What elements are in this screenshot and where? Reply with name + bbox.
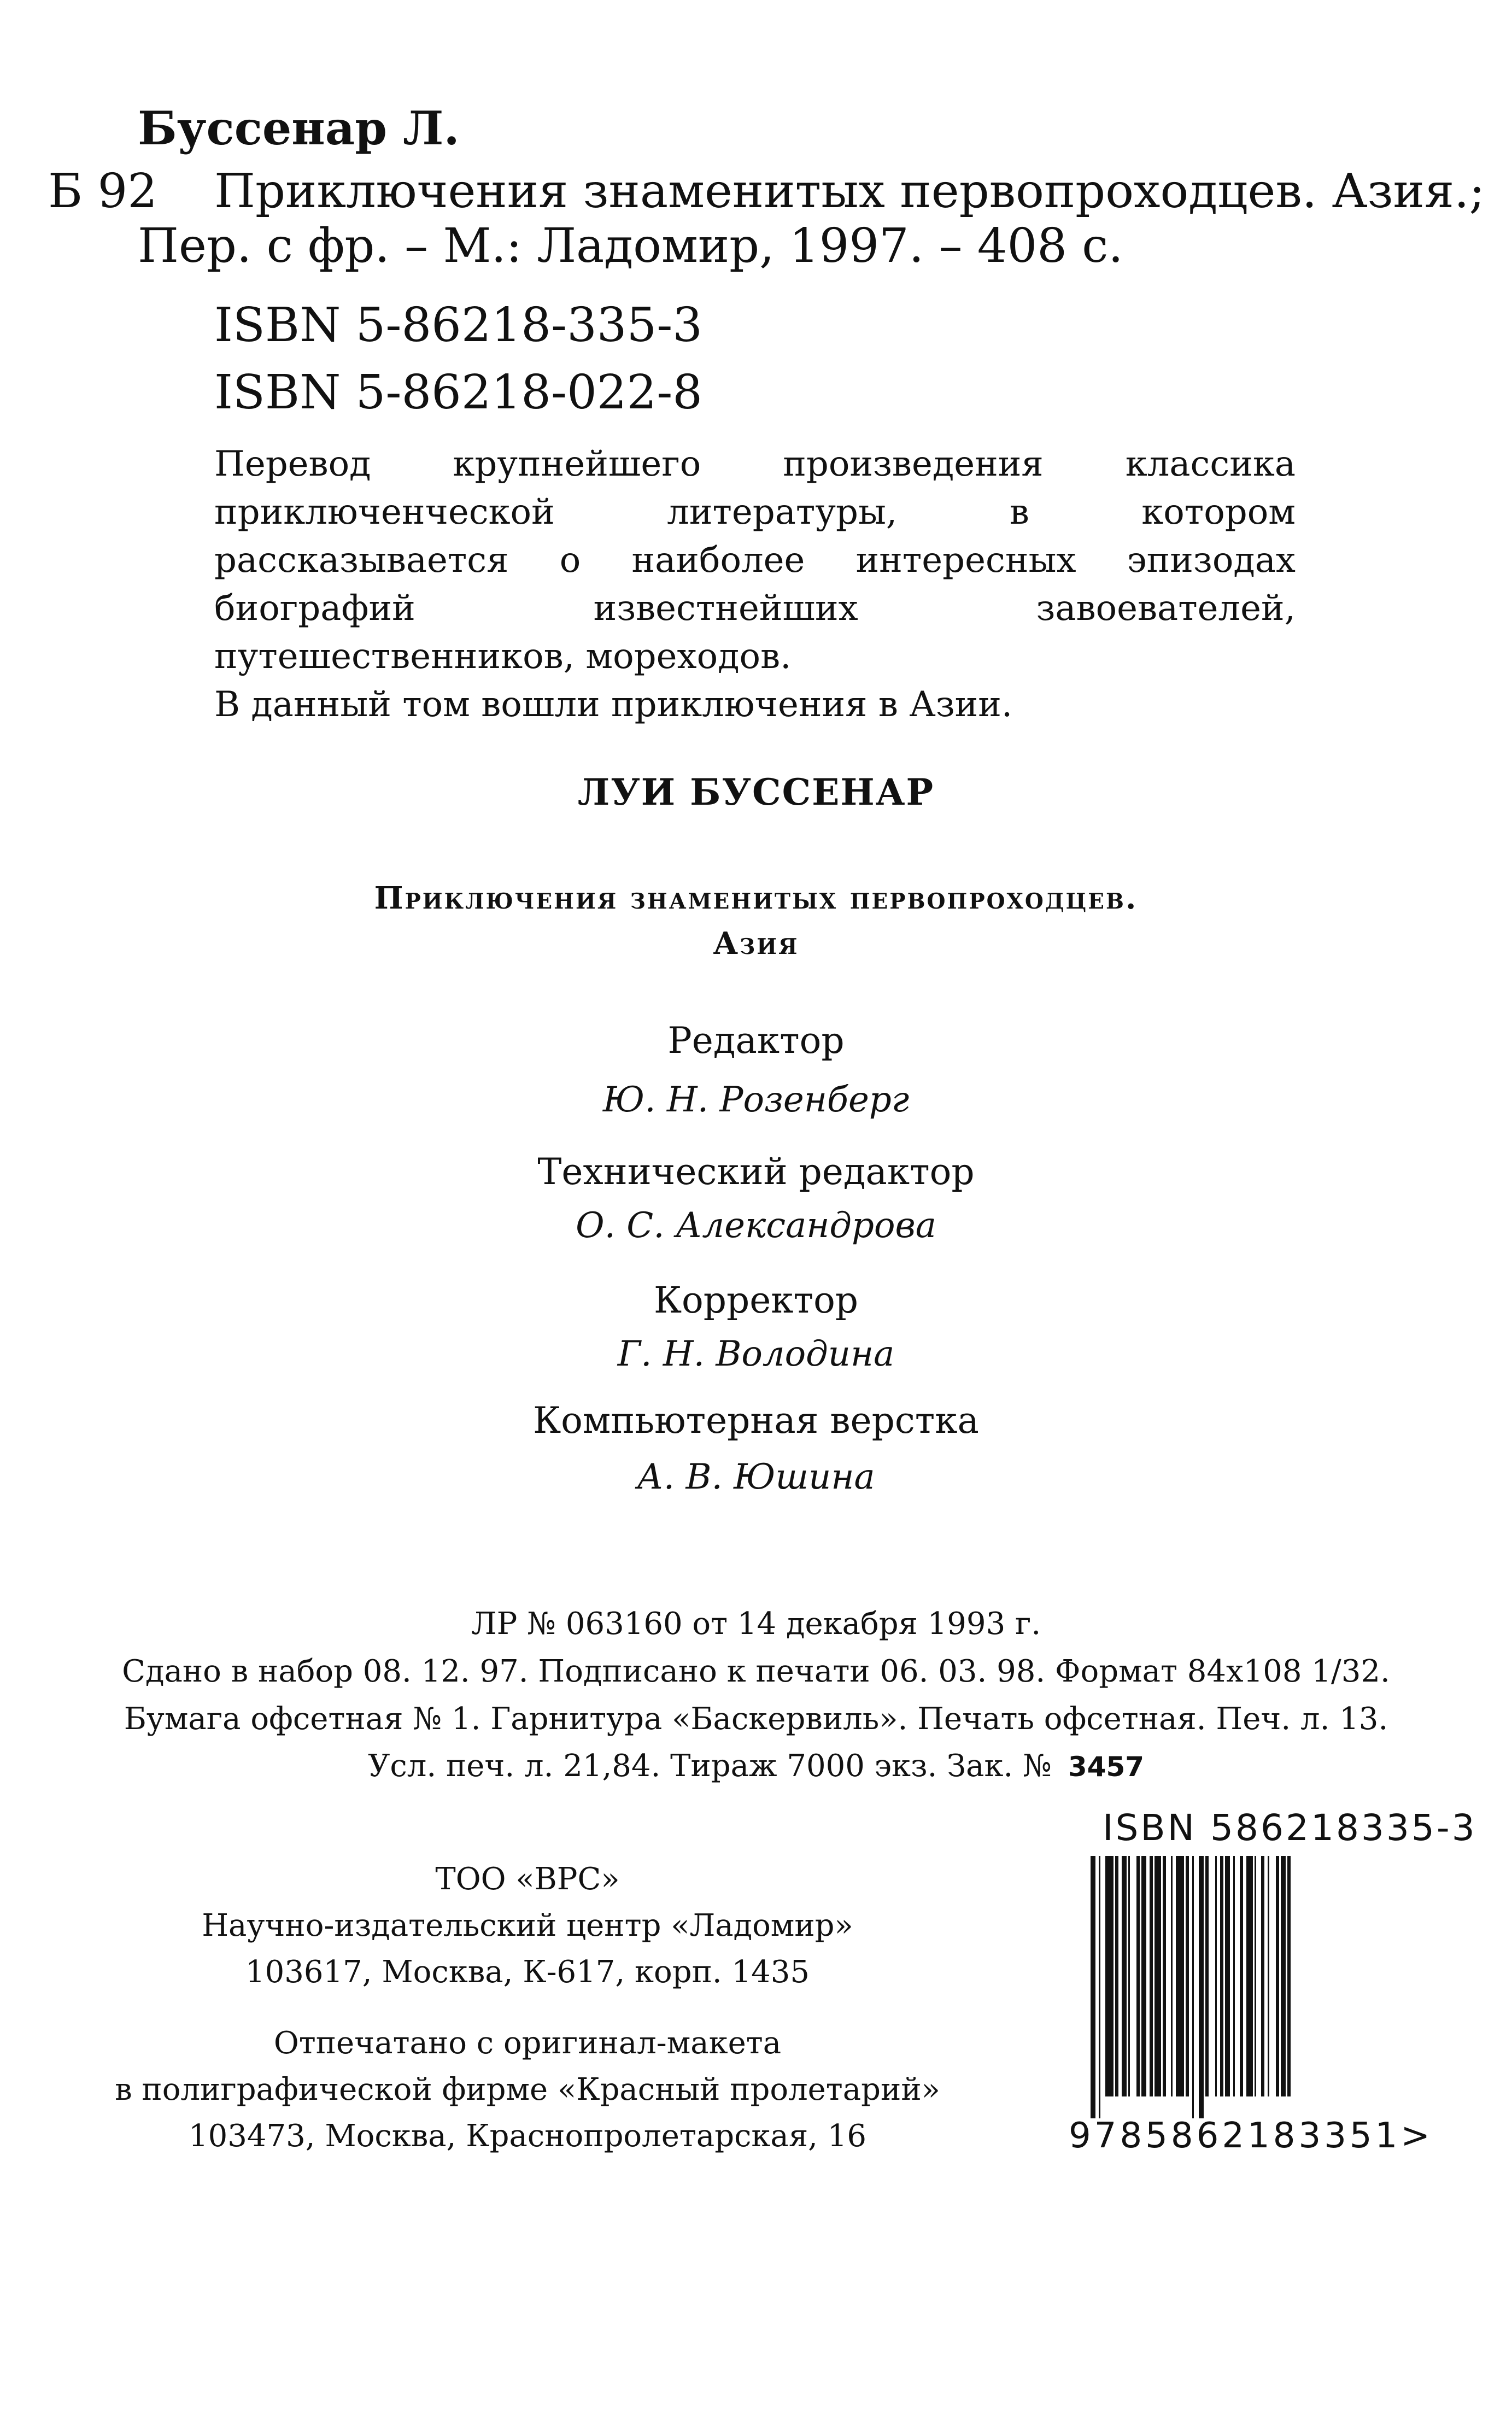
barcode-bar: [1105, 1856, 1114, 2096]
barcode-isbn-text: ISBN 586218335-3: [1103, 1807, 1477, 1849]
book-title-line: Приключения знаменитых первопроходцев. Азия.;: [214, 164, 1485, 219]
credit-role-layout: Компьютерная верстка: [533, 1399, 979, 1442]
credit-person-editor: Ю. Н. Розенберг: [602, 1080, 910, 1120]
author-name: Буссенар Л.: [138, 101, 460, 155]
credit-person-tech-editor: О. С. Александрова: [576, 1205, 936, 1246]
barcode-bar: [1176, 1856, 1184, 2096]
barcode-bar: [1255, 1856, 1256, 2096]
isbn-barcode: [1069, 1807, 1477, 2157]
isbn-1: ISBN 5-86218-335-3: [214, 298, 703, 353]
printer-line-2: в полиграфической фирме «Красный пролетарий»: [115, 2072, 940, 2107]
publisher-address: 103617, Москва, К-617, корп. 1435: [245, 1954, 810, 1990]
barcode-bar: [1141, 1856, 1146, 2096]
publisher-center: Научно-издательский центр «Ладомир»: [202, 1908, 853, 1943]
barcode-bar: [1276, 1856, 1279, 2096]
isbn-2: ISBN 5-86218-022-8: [214, 365, 703, 420]
barcode-bar: [1220, 1856, 1223, 2096]
barcode-bar: [1163, 1856, 1166, 2096]
credit-role-tech-editor: Технический редактор: [537, 1151, 975, 1193]
barcode-bar: [1171, 1856, 1173, 2096]
credit-role-proofreader: Корректор: [653, 1279, 859, 1321]
barcode-bar: [1150, 1856, 1153, 2096]
print-dates-line: Сдано в набор 08. 12. 97. Подписано к печати 06. 03. 98. Формат 84х108 1/32.: [122, 1654, 1390, 1689]
circulation-line: [0, 1748, 1512, 1784]
barcode-bars-icon: [1091, 1856, 1440, 2118]
barcode-bar: [1240, 1856, 1243, 2096]
barcode-bar: [1186, 1856, 1189, 2096]
author-caps-heading: ЛУИ БУССЕНАР: [577, 771, 935, 813]
barcode-bar: [1287, 1856, 1291, 2096]
barcode-bar: [1225, 1856, 1230, 2096]
barcode-bar: [1281, 1856, 1286, 2096]
barcode-digits: 9785862183351>: [1069, 2116, 1433, 2156]
credit-person-proofreader: Г. Н. Володина: [617, 1334, 895, 1374]
barcode-bar: [1246, 1856, 1253, 2096]
barcode-bar: [1261, 1856, 1264, 2096]
barcode-bar: [1128, 1856, 1130, 2096]
barcode-bar: [1099, 1856, 1100, 2118]
barcode-bar: [1122, 1856, 1127, 2096]
library-index: Б 92: [48, 164, 157, 219]
paper-typeface-line: Бумага офсетная № 1. Гарнитура «Баскервиль». Печать офсетная. Печ. л. 13.: [124, 1701, 1388, 1737]
annotation-paragraph: В данный том вошли приключения в Азии.: [214, 684, 1013, 725]
barcode-bar: [1199, 1856, 1204, 2118]
barcode-bar: [1091, 1856, 1095, 2118]
book-title-heading: Приключения знаменитых первопроходцев.: [374, 880, 1138, 916]
printer-address: 103473, Москва, Краснопролетарская, 16: [188, 2118, 867, 2154]
credit-person-layout: А. В. Юшина: [637, 1457, 875, 1497]
circulation-text: Усл. печ. л. 21,84. Тираж 7000 экз. Зак. №: [367, 1748, 1052, 1784]
annotation-paragraph: Перевод крупнейшего произведения классика приключенческой литературы, в котором рассказывается о наиболее интересных эпизодах биографий известнейших завоевателей, путешественников, мореходов.: [214, 444, 1296, 677]
order-number: 3457: [1068, 1751, 1145, 1783]
barcode-bar: [1205, 1856, 1209, 2096]
barcode-bar: [1192, 1856, 1194, 2118]
publication-line: Пер. с фр. – М.: Ладомир, 1997. – 408 с.: [138, 219, 1123, 273]
credit-role-editor: Редактор: [667, 1020, 845, 1062]
annotation: [214, 440, 1296, 729]
barcode-bar: [1115, 1856, 1118, 2096]
publisher-name: ТОО «ВРС»: [435, 1861, 620, 1897]
book-subtitle-heading: Азия: [713, 926, 799, 962]
license-line: ЛР № 063160 от 14 декабря 1993 г.: [471, 1606, 1041, 1642]
barcode-bar: [1215, 1856, 1217, 2096]
barcode-bar: [1233, 1856, 1235, 2096]
barcode-bar: [1154, 1856, 1161, 2096]
barcode-bar: [1268, 1856, 1269, 2096]
barcode-bar: [1136, 1856, 1140, 2096]
printer-line-1: Отпечатано с оригинал-макета: [273, 2025, 782, 2061]
